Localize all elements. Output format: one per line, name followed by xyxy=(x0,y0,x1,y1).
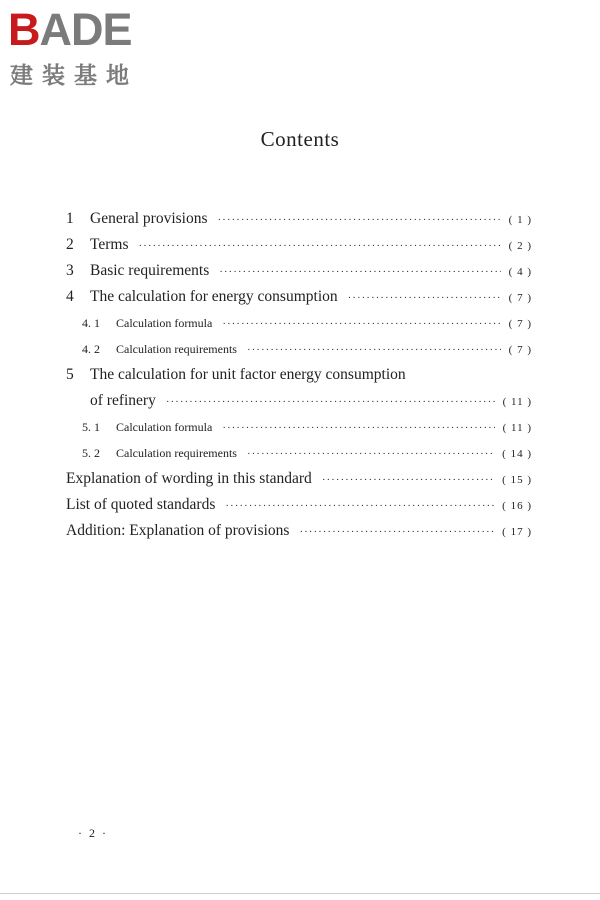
logo-subtitle: 建装基地 xyxy=(10,63,138,89)
toc-entry-page: ( 16 ) xyxy=(502,500,532,512)
toc-entry-number: 3 xyxy=(66,262,74,279)
logo-brand-rest: ADE xyxy=(39,4,132,55)
toc-entry-explanation-of-wording[interactable] xyxy=(66,466,532,492)
dot-leader xyxy=(218,207,501,233)
toc-entry-page: ( 11 ) xyxy=(502,422,532,434)
toc-entry-page: ( 7 ) xyxy=(508,292,532,304)
toc-entry-number: 5 xyxy=(66,366,74,383)
toc-entry-page: ( 1 ) xyxy=(508,214,532,226)
dot-leader xyxy=(219,259,500,285)
dot-leader xyxy=(247,441,494,467)
toc-entry-label: Calculation requirements xyxy=(116,446,237,460)
toc-entry-page: ( 7 ) xyxy=(508,318,532,330)
toc-entry-label: General provisions xyxy=(90,210,208,227)
page-number: · 2 · xyxy=(78,826,108,840)
toc-entry-page: ( 17 ) xyxy=(502,526,532,538)
toc-entry-label: Basic requirements xyxy=(90,262,210,279)
toc-entry-explanation-of-provisions[interactable] xyxy=(66,518,532,544)
toc-entry-page: ( 14 ) xyxy=(502,448,532,460)
toc-entry-4-2[interactable] xyxy=(66,336,532,362)
toc-entry-page: ( 7 ) xyxy=(508,344,532,356)
toc-entry-label: List of quoted standards xyxy=(66,496,216,513)
toc-entry-label: Explanation of wording in this standard xyxy=(66,470,312,487)
toc-entry-label: Terms xyxy=(90,236,129,253)
toc-entry-page: ( 2 ) xyxy=(508,240,532,252)
toc-entry-label: Calculation formula xyxy=(116,420,213,434)
toc-entry-5[interactable] xyxy=(66,362,532,388)
toc-entry-5-continuation[interactable] xyxy=(66,388,532,414)
logo-brand xyxy=(8,6,132,54)
toc-entry-page: ( 15 ) xyxy=(502,474,532,486)
toc-entry-quoted-standards[interactable] xyxy=(66,492,532,518)
toc-entry-label: The calculation for unit factor energy consumption xyxy=(90,366,406,383)
toc-entry-4-1[interactable] xyxy=(66,310,532,336)
toc-entry-label: The calculation for energy consumption xyxy=(90,288,338,305)
toc-entry-label: Addition: Explanation of provisions xyxy=(66,522,290,539)
toc-entry-number: 4. 1 xyxy=(82,316,100,330)
dot-leader xyxy=(222,311,500,337)
toc-entry-number: 2 xyxy=(66,236,74,253)
toc-entry-label-continued: of refinery xyxy=(90,392,156,409)
dot-leader xyxy=(247,337,501,363)
toc-entry-4[interactable] xyxy=(66,284,532,310)
toc-entry-number: 5. 2 xyxy=(82,446,100,460)
dot-leader xyxy=(166,389,495,415)
toc-entry-label: Calculation requirements xyxy=(116,342,237,356)
toc-entry-label: Calculation formula xyxy=(116,316,213,330)
dot-leader xyxy=(225,493,494,519)
toc-entry-5-1[interactable] xyxy=(66,414,532,440)
dot-leader xyxy=(322,467,494,493)
toc-entry-number: 4 xyxy=(66,288,74,305)
toc-entry-number: 4. 2 xyxy=(82,342,100,356)
bottom-divider xyxy=(0,893,600,894)
page-title: Contents xyxy=(260,127,340,151)
toc-entry-page: ( 11 ) xyxy=(502,396,532,408)
toc-entry-5-2[interactable] xyxy=(66,440,532,466)
toc-entry-page: ( 4 ) xyxy=(508,266,532,278)
toc-entry-2[interactable] xyxy=(66,232,532,258)
dot-leader xyxy=(348,285,501,311)
toc-entry-3[interactable] xyxy=(66,258,532,284)
logo-brand-accent: B xyxy=(8,4,40,55)
logo xyxy=(8,6,178,92)
dot-leader xyxy=(299,519,494,545)
dot-leader xyxy=(222,415,494,441)
toc-entry-number: 1 xyxy=(66,210,74,227)
table-of-contents xyxy=(66,206,532,544)
dot-leader xyxy=(139,233,501,259)
toc-entry-1[interactable] xyxy=(66,206,532,232)
toc-entry-number: 5. 1 xyxy=(82,420,100,434)
